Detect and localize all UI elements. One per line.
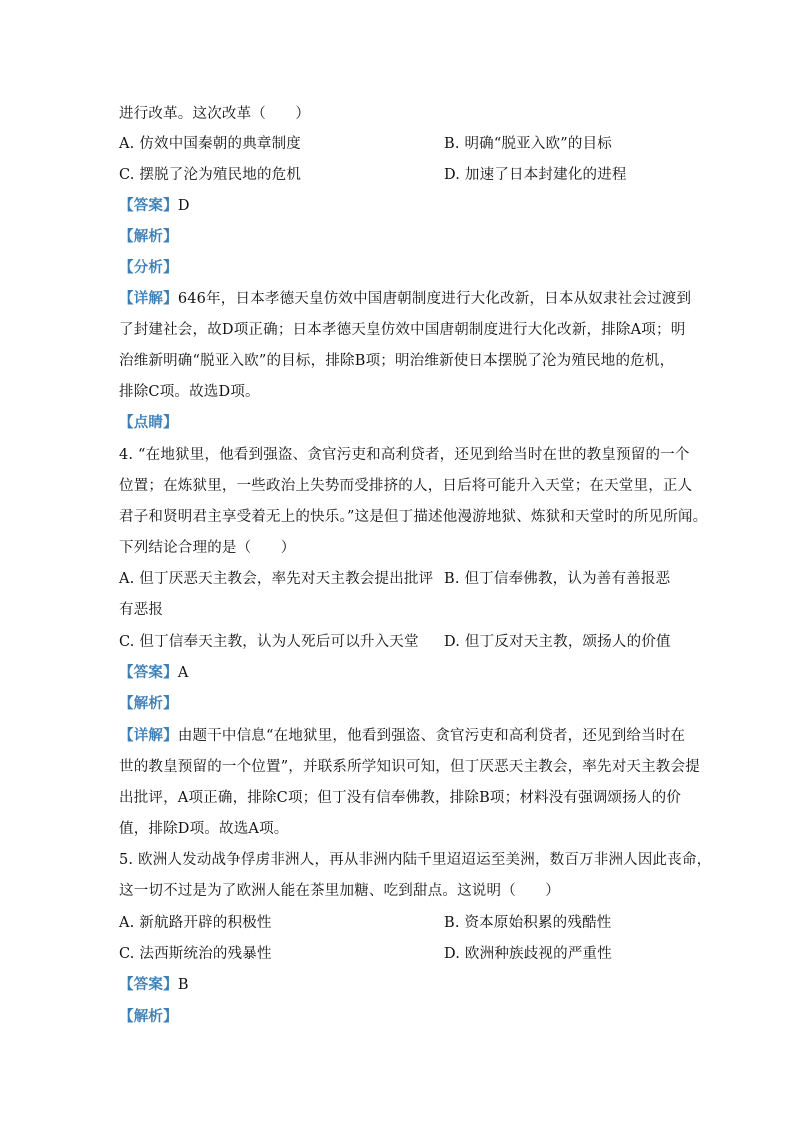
q3-option-b: B. 明确“脱亚入欧”的目标 — [444, 136, 612, 152]
answer-tag: 【答案】 — [119, 976, 178, 993]
q4-answer-value: A — [177, 665, 189, 681]
q4-jiexi-tag: 【解析】 — [119, 695, 178, 712]
q4-xiangjie-line-1 — [119, 726, 685, 746]
q4-xiangjie-line-2: 世的教皇预留的一个位置”，并联系所学知识可知，但丁厌恶天主教会，率先对天主教会提 — [119, 759, 700, 775]
q4-option-b-wrap: 有恶报 — [119, 602, 164, 618]
q5-option-b: B. 资本原始积累的残酷性 — [444, 915, 612, 931]
q4-stem-line-4: 下列结论合理的是（ ） — [119, 540, 296, 556]
q4-xiangjie-line-3: 出批评，A项正确，排除C项；但丁没有信奉佛教，排除B项；材料没有强调颂扬人的价 — [119, 790, 682, 806]
q5-stem-line-1: 5. 欧洲人发动战争俘虏非洲人，再从非洲内陆千里迢迢运至美洲，数百万非洲人因此丧命， — [119, 852, 712, 868]
q5-answer-value: B — [177, 977, 189, 993]
q5-stem-line-2: 这一切不过是为了欧洲人能在茶里加糖、吃到甜点。这说明（ ） — [119, 883, 560, 899]
q3-option-a: A. 仿效中国秦朝的典章制度 — [119, 136, 301, 152]
q5-answer-line — [119, 975, 189, 995]
q3-xiangjie-line-4: 排除C项。故选D项。 — [119, 384, 260, 400]
q4-xiangjie-line-4: 值，排除D项。故选A项。 — [119, 821, 289, 837]
q3-jiexi-tag: 【解析】 — [119, 228, 178, 245]
q3-dianjing-tag: 【点睛】 — [119, 414, 178, 431]
q3-answer-line — [119, 196, 190, 216]
q3-option-d: D. 加速了日本封建化的进程 — [444, 167, 627, 183]
q3-stem-tail: 进行改革。这次改革（ ） — [119, 106, 311, 122]
answer-tag: 【答案】 — [119, 664, 178, 681]
q4-option-c: C. 但丁信奉天主教，认为人死后可以升入天堂 — [119, 634, 419, 650]
q4-xiangjie-text-1: 由题干中信息“在地狱里，他看到强盗、贪官污吏和高利贷者，还见到给当时在 — [177, 728, 686, 744]
q4-stem-line-2: 位置；在炼狱里，一些政治上失势而受排挤的人，日后将可能升入天堂；在天堂里，正人 — [119, 478, 693, 494]
q5-jiexi-tag: 【解析】 — [119, 1008, 178, 1025]
q3-fenxi-tag: 【分析】 — [119, 259, 178, 276]
q3-xiangjie-text-1: 646年，日本孝德天皇仿效中国唐朝制度进行大化改新，日本从奴隶社会过渡到 — [177, 291, 692, 307]
q4-option-d: D. 但丁反对天主教，颂扬人的价值 — [444, 634, 671, 650]
q5-option-d: D. 欧洲种族歧视的严重性 — [444, 946, 612, 962]
q5-option-c: C. 法西斯统治的残暴性 — [119, 946, 272, 962]
q5-option-a: A. 新航路开辟的积极性 — [119, 915, 272, 931]
q3-xiangjie-line-1 — [119, 289, 691, 309]
q4-stem-line-1: 4. “在地狱里，他看到强盗、贪官污吏和高利贷者，还见到给当时在世的教皇预留的一个 — [119, 447, 690, 463]
q3-xiangjie-line-3: 治维新明确“脱亚入欧”的目标，排除B项；明治维新使日本摆脱了沦为殖民地的危机， — [119, 353, 675, 369]
q4-stem-line-3: 君子和贤明君主享受着无上的快乐。”这是但丁描述他漫游地狱、炼狱和天堂时的所见所闻。 — [119, 509, 708, 525]
xiangjie-tag: 【详解】 — [119, 290, 178, 307]
q4-answer-line — [119, 663, 188, 683]
q3-xiangjie-line-2: 了封建社会，故D项正确；日本孝德天皇仿效中国唐朝制度进行大化改新，排除A项；明 — [119, 322, 686, 338]
q4-option-b: B. 但丁信奉佛教，认为善有善报恶 — [444, 571, 671, 587]
xiangjie-tag: 【详解】 — [119, 727, 178, 744]
q3-answer-value: D — [177, 198, 190, 214]
q3-option-c: C. 摆脱了沦为殖民地的危机 — [119, 167, 302, 183]
q4-option-a: A. 但丁厌恶天主教会，率先对天主教会提出批评 — [119, 571, 434, 587]
answer-tag: 【答案】 — [119, 197, 178, 214]
